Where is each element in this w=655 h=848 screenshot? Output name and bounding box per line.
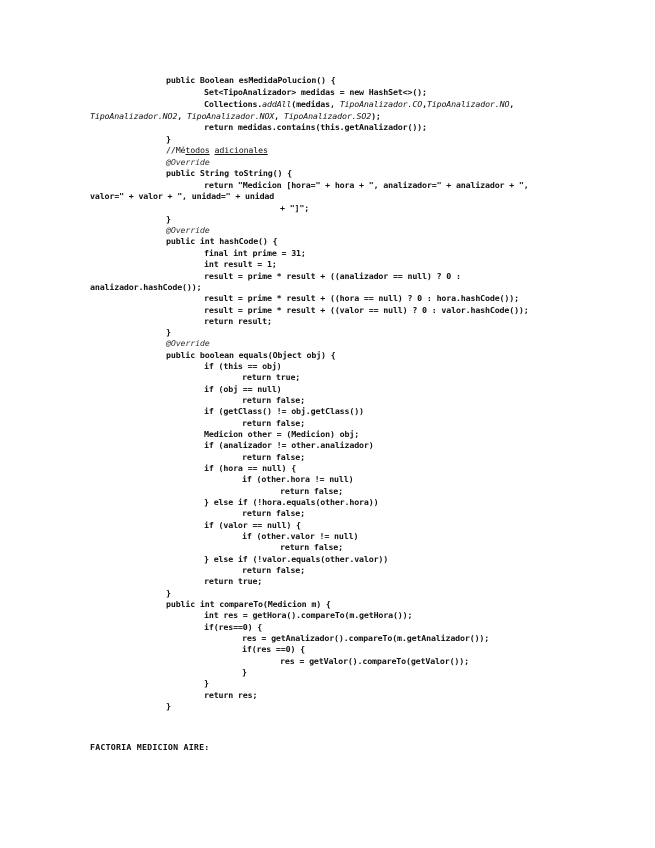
code-line: return false; (242, 418, 305, 428)
code-line: } (204, 678, 209, 688)
code-line: int result = 1; (204, 259, 277, 269)
code-line: return false; (242, 395, 305, 405)
code-line: + "]"; (280, 203, 310, 213)
code-line: return res; (204, 690, 258, 700)
code-line: result = prime * result + ((hora == null) ? 0 : hora.hashCode()); (204, 293, 519, 303)
code-line: if (analizador != other.analizador) (204, 440, 374, 450)
code-line: result = prime * result + ((valor == null) ? 0 : valor.hashCode()); (204, 305, 529, 315)
code-line: return medidas.contains(this.getAnalizador()); (204, 122, 427, 132)
code-line: final int prime = 31; (204, 248, 306, 258)
code-line: } (166, 214, 171, 224)
code-line: public int compareTo(Medicion m) { (166, 599, 331, 609)
code-line: return "Medicion [hora=" + hora + ", analizador=" + analizador + ", (204, 180, 529, 190)
annotation: @Override (166, 157, 210, 167)
code-line: res = getAnalizador().compareTo(m.getAnalizador()); (242, 633, 490, 643)
code-line: int res = getHora().compareTo(m.getHora()); (204, 610, 413, 620)
annotation: @Override (166, 338, 210, 348)
code-line: if (other.hora != null) (242, 474, 354, 484)
code-line: } (166, 327, 171, 337)
code-line: public String toString() { (166, 168, 292, 178)
code-line: } else if (!hora.equals(other.hora)) (204, 497, 379, 507)
code-line: return false; (242, 508, 305, 518)
code-line: public boolean equals(Object obj) { (166, 350, 336, 360)
code-line: if (this == obj) (204, 361, 282, 371)
code-line: return true; (242, 372, 301, 382)
code-line: Medicion other = (Medicion) obj; (204, 429, 360, 439)
code-line: if(res ==0) { (242, 644, 305, 654)
code-line: } (242, 667, 247, 677)
code-line: TipoAnalizador.NO2, TipoAnalizador.NOX, TipoAnalizador.SO2); (90, 111, 381, 121)
code-line: public Boolean esMedidaPolucion() { (166, 75, 336, 85)
code-line: return result; (204, 316, 272, 326)
code-line: public int hashCode() { (166, 236, 278, 246)
code-line: if(res==0) { (204, 622, 263, 632)
code-line: if (obj == null) (204, 384, 282, 394)
code-line: return false; (280, 486, 343, 496)
code-line: if (valor == null) { (204, 520, 301, 530)
code-line: res = getValor().compareTo(getValor()); (280, 656, 469, 666)
code-comment: //Métodos adicionales (166, 145, 268, 155)
code-line: Collections.addAll(medidas, TipoAnalizador.CO,TipoAnalizador.NO, (204, 99, 515, 109)
code-line: } (166, 134, 171, 144)
code-line: if (other.valor != null) (242, 531, 359, 541)
code-line: Set<TipoAnalizador> medidas = new HashSet<>(); (204, 87, 427, 97)
annotation: @Override (166, 225, 210, 235)
code-line: if (hora == null) { (204, 463, 297, 473)
code-line: return true; (204, 576, 263, 586)
code-line: } else if (!valor.equals(other.valor)) (204, 554, 389, 564)
code-line: return false; (280, 542, 343, 552)
section-heading: FACTORIA MEDICION AIRE: (90, 742, 210, 752)
code-line: valor=" + valor + ", unidad=" + unidad (90, 191, 275, 201)
code-line: } (166, 588, 171, 598)
code-line: if (getClass() != obj.getClass()) (204, 406, 364, 416)
code-line: return false; (242, 452, 305, 462)
code-line: return false; (242, 565, 305, 575)
code-line: } (166, 701, 171, 711)
code-line: analizador.hashCode()); (90, 282, 202, 292)
code-line: result = prime * result + ((analizador == null) ? 0 : (204, 271, 461, 281)
